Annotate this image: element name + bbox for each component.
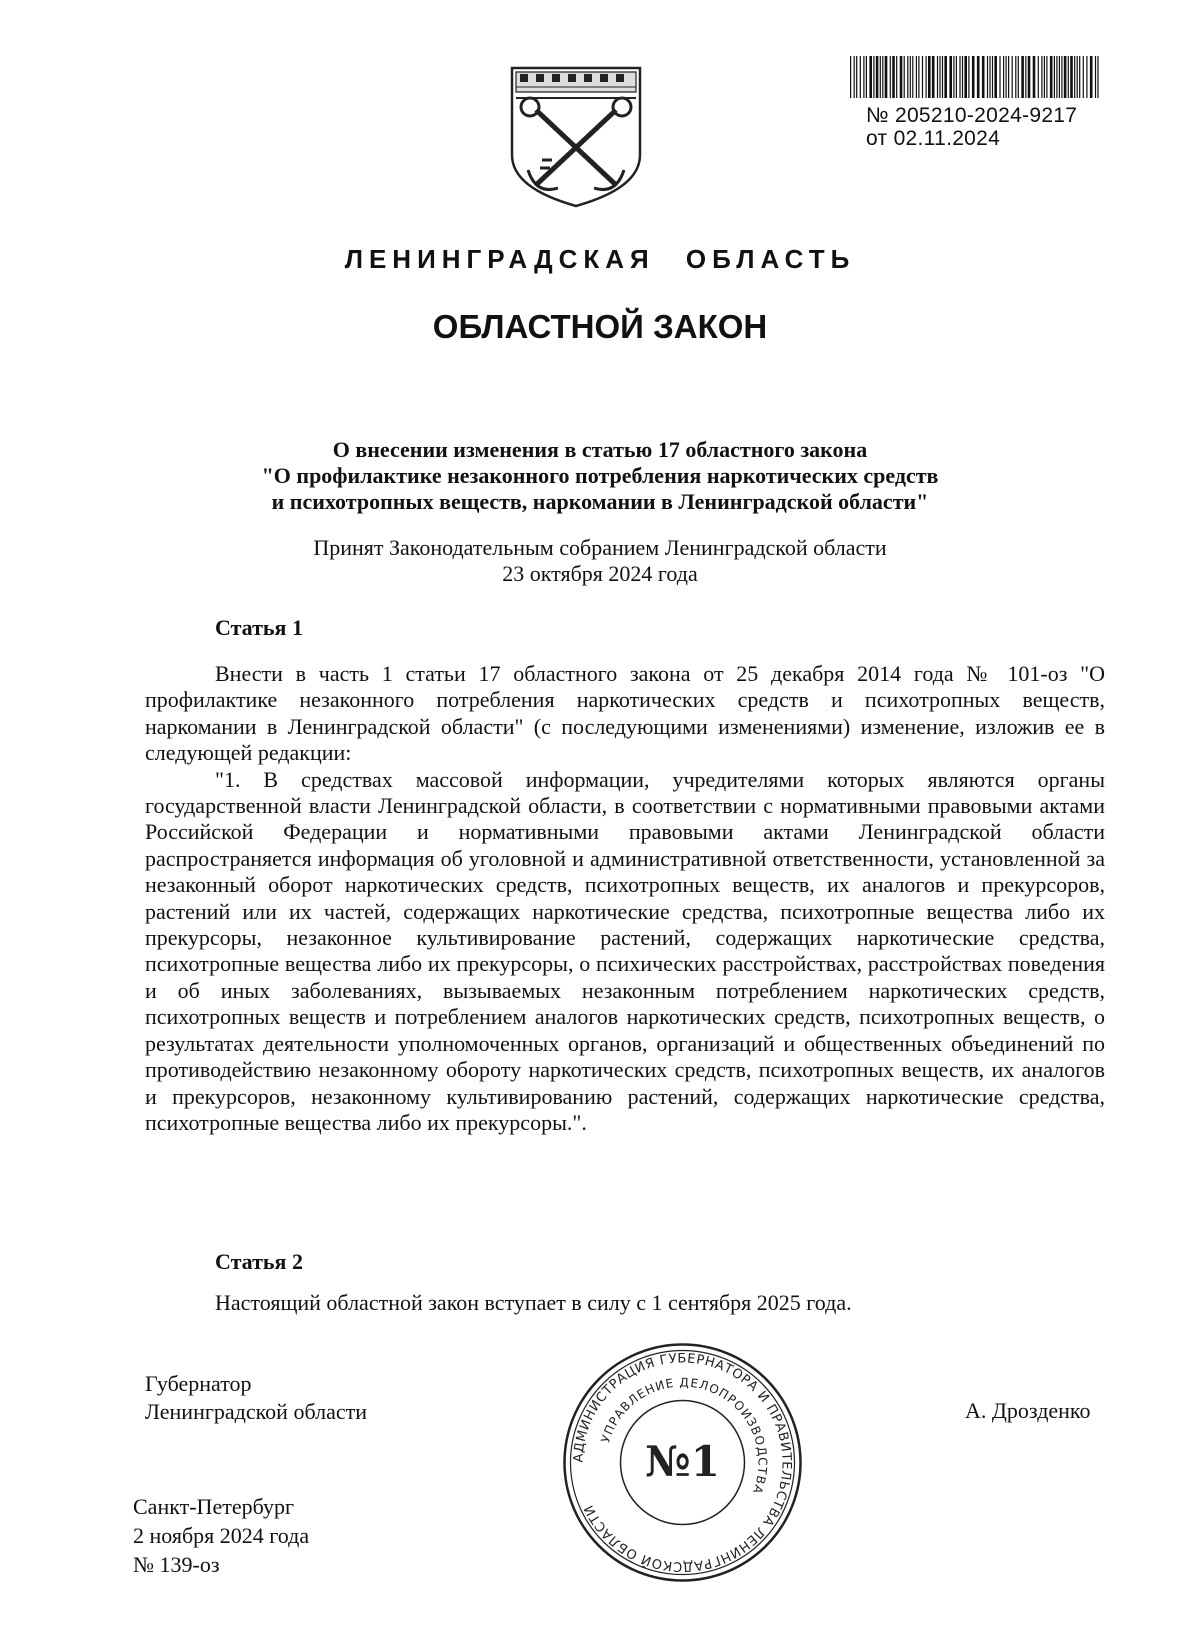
barcode-bar xyxy=(972,56,975,98)
barcode-bar xyxy=(890,56,891,98)
article-paragraph: "1. В средствах массовой информации, учредителями которых являются органы государственной власти Ленинградской области, в соответствии с нормативными правовыми актами Российской Федерации и нормативными правовыми актами Ленинградской области распространяется информация об уголовной и административной ответственности, установленной за незаконный оборот наркотических средств, психотропных веществ, их аналогов и прекурсоров, растений или их частей, содержащих наркотические средства, психотропные вещества либо их прекурсоры, незаконное культивирование растений, содержащих наркотические средства, психотропные вещества либо их прекурсоры, о психических расстройствах, расстройствах поведения и об иных заболеваниях, вызываемых незаконным потреблением наркотических средств, психотропных веществ и потреблением аналогов наркотических средств, психотропных веществ, о результатах деятельности уполномоченных органов, организаций и общественных объединений по противодействию незаконному обороту наркотических средств, психотропных веществ, их аналогов и прекурсоров, незаконному культивированию растений, содержащих наркотические средства, психотропные вещества либо их прекурсоры.". xyxy=(145,766,1105,1135)
law-title-line: О внесении изменения в статью 17 областного закона xyxy=(332,437,868,462)
barcode-bar xyxy=(942,56,943,98)
barcode-bar xyxy=(1041,56,1042,98)
barcode-bar xyxy=(1015,56,1016,98)
issue-details xyxy=(133,1492,309,1579)
article-2-heading: Статья 2 xyxy=(215,1249,303,1274)
issue-date: 2 ноября 2024 года xyxy=(133,1523,310,1548)
barcode-bar xyxy=(956,56,957,98)
barcode-bar xyxy=(856,56,857,98)
barcode-bar xyxy=(1077,56,1078,98)
barcode-bar xyxy=(916,56,917,98)
barcode-bar xyxy=(900,56,903,98)
barcode-bar xyxy=(1068,56,1069,98)
barcode-bar xyxy=(1018,56,1019,98)
leningrad-oblast-coat-of-arms-icon xyxy=(506,60,646,210)
barcode-bar xyxy=(939,56,940,98)
document-type-heading: ОБЛАСТНОЙ ЗАКОН xyxy=(432,308,768,345)
barcode-bar xyxy=(885,56,888,98)
region-heading: ЛЕНИНГРАДСКАЯ ОБЛАСТЬ xyxy=(344,244,856,274)
barcode-bar xyxy=(918,56,919,98)
barcode-bar xyxy=(922,56,923,98)
barcode-bar xyxy=(1095,56,1096,98)
seal-outer-text: АДМИНИСТРАЦИЯ ГУБЕРНАТОРА И ПРАВИТЕЛЬСТВА ЛЕНИНГРАДСКОЙ ОБЛАСТИ xyxy=(571,1351,794,1574)
barcode-bar xyxy=(968,56,969,98)
barcode-bar xyxy=(962,56,963,98)
signatory-title-line: Губернатор xyxy=(145,1371,252,1396)
law-title-line: "О профилактике незаконного потребления наркотических средств xyxy=(261,463,939,488)
adoption-note-line: Принят Законодательным собранием Ленинградской области xyxy=(313,535,887,560)
barcode-bar xyxy=(1083,56,1084,98)
barcode-bar xyxy=(959,56,960,98)
barcode-bar xyxy=(854,56,855,98)
barcode-bar xyxy=(866,56,867,98)
barcode-bar xyxy=(928,56,931,98)
barcode-bar xyxy=(982,56,985,98)
barcode-bar xyxy=(1003,56,1004,98)
barcode-bar xyxy=(1033,56,1036,98)
barcode-bar xyxy=(949,56,952,98)
barcode-bar xyxy=(1097,56,1098,98)
registration-date: от 02.11.2024 xyxy=(866,127,1001,150)
barcode-bar xyxy=(896,56,897,98)
barcode-bar xyxy=(892,56,895,98)
barcode-bar xyxy=(992,56,993,98)
official-seal-icon xyxy=(560,1340,805,1585)
adoption-note xyxy=(0,535,1200,587)
barcode-bar xyxy=(880,56,881,98)
barcode-bar xyxy=(1061,56,1062,98)
law-number: № 139-оз xyxy=(133,1552,220,1577)
barcode-bar xyxy=(850,56,851,98)
barcode-bar xyxy=(1021,56,1024,98)
barcode-bar xyxy=(1046,56,1047,98)
barcode-bar xyxy=(907,56,908,98)
seal-inner-text: УПРАВЛЕНИЕ ДЕЛОПРОИЗВОДСТВА xyxy=(598,1375,770,1497)
barcode-graphic xyxy=(850,56,1100,98)
barcode-bar xyxy=(912,56,913,98)
law-title-line: и психотропных веществ, наркомании в Ленинградской области" xyxy=(271,489,929,514)
barcode-bar xyxy=(1038,56,1039,98)
barcode-bar xyxy=(1044,56,1045,98)
barcode-bar xyxy=(987,56,988,98)
article-2-body: Настоящий областной закон вступает в силу с 1 сентября 2025 года. xyxy=(215,1290,852,1315)
barcode-bar xyxy=(1025,56,1026,98)
barcode-bar xyxy=(964,56,967,98)
barcode-bar xyxy=(882,56,883,98)
barcode-bar xyxy=(926,56,927,98)
article-1-body xyxy=(145,661,1105,1136)
barcode-bar xyxy=(1090,56,1093,98)
barcode-bar xyxy=(1008,56,1009,98)
barcode-bar xyxy=(937,56,938,98)
article-1-heading: Статья 1 xyxy=(215,615,303,640)
signatory-title xyxy=(145,1370,367,1426)
barcode-bar xyxy=(1056,56,1057,98)
barcode-bar xyxy=(944,56,947,98)
barcode-bar xyxy=(1070,56,1073,98)
barcode-bar xyxy=(1074,56,1075,98)
barcode-bar xyxy=(1050,56,1053,98)
registration-number: № 205210-2024-9217 xyxy=(866,104,1078,127)
barcode-bar xyxy=(869,56,872,98)
barcode-bar xyxy=(910,56,911,98)
barcode-bar xyxy=(932,56,935,98)
barcode-bar xyxy=(1059,56,1060,98)
barcode-bar xyxy=(860,56,861,98)
article-paragraph: Внести в часть 1 статьи 17 областного закона от 25 декабря 2014 года № 101-оз "О профилактике незаконного потребления наркотических средств и психотропных веществ, наркомании в Ленинградской области" (с последующими изменениями) изменение, изложив ее в следующей редакции: xyxy=(145,661,1105,766)
signatory-name: А. Дрозденко xyxy=(965,1398,1091,1423)
barcode-bar xyxy=(994,56,997,98)
barcode-bar xyxy=(977,56,980,98)
barcode-bar xyxy=(1054,56,1055,98)
barcode-bar xyxy=(1079,56,1080,98)
barcode-bar xyxy=(904,56,905,98)
barcode-bar xyxy=(863,56,864,98)
signatory-title-line: Ленинградской области xyxy=(145,1399,367,1424)
barcode-bar xyxy=(1086,56,1087,98)
adoption-date: 23 октября 2024 года xyxy=(502,561,698,586)
barcode-bar xyxy=(876,56,879,98)
law-title xyxy=(0,437,1200,515)
seal-center-number: №1 xyxy=(645,1437,720,1486)
barcode-bar xyxy=(1064,56,1067,98)
barcode-bar xyxy=(989,56,990,98)
barcode-bar xyxy=(1006,56,1007,98)
barcode-bar xyxy=(1028,56,1031,98)
barcode-bar xyxy=(1012,56,1013,98)
issue-city: Санкт-Петербург xyxy=(133,1494,294,1519)
barcode-bar xyxy=(953,56,954,98)
barcode-bar xyxy=(873,56,874,98)
barcode-bar xyxy=(999,56,1000,98)
